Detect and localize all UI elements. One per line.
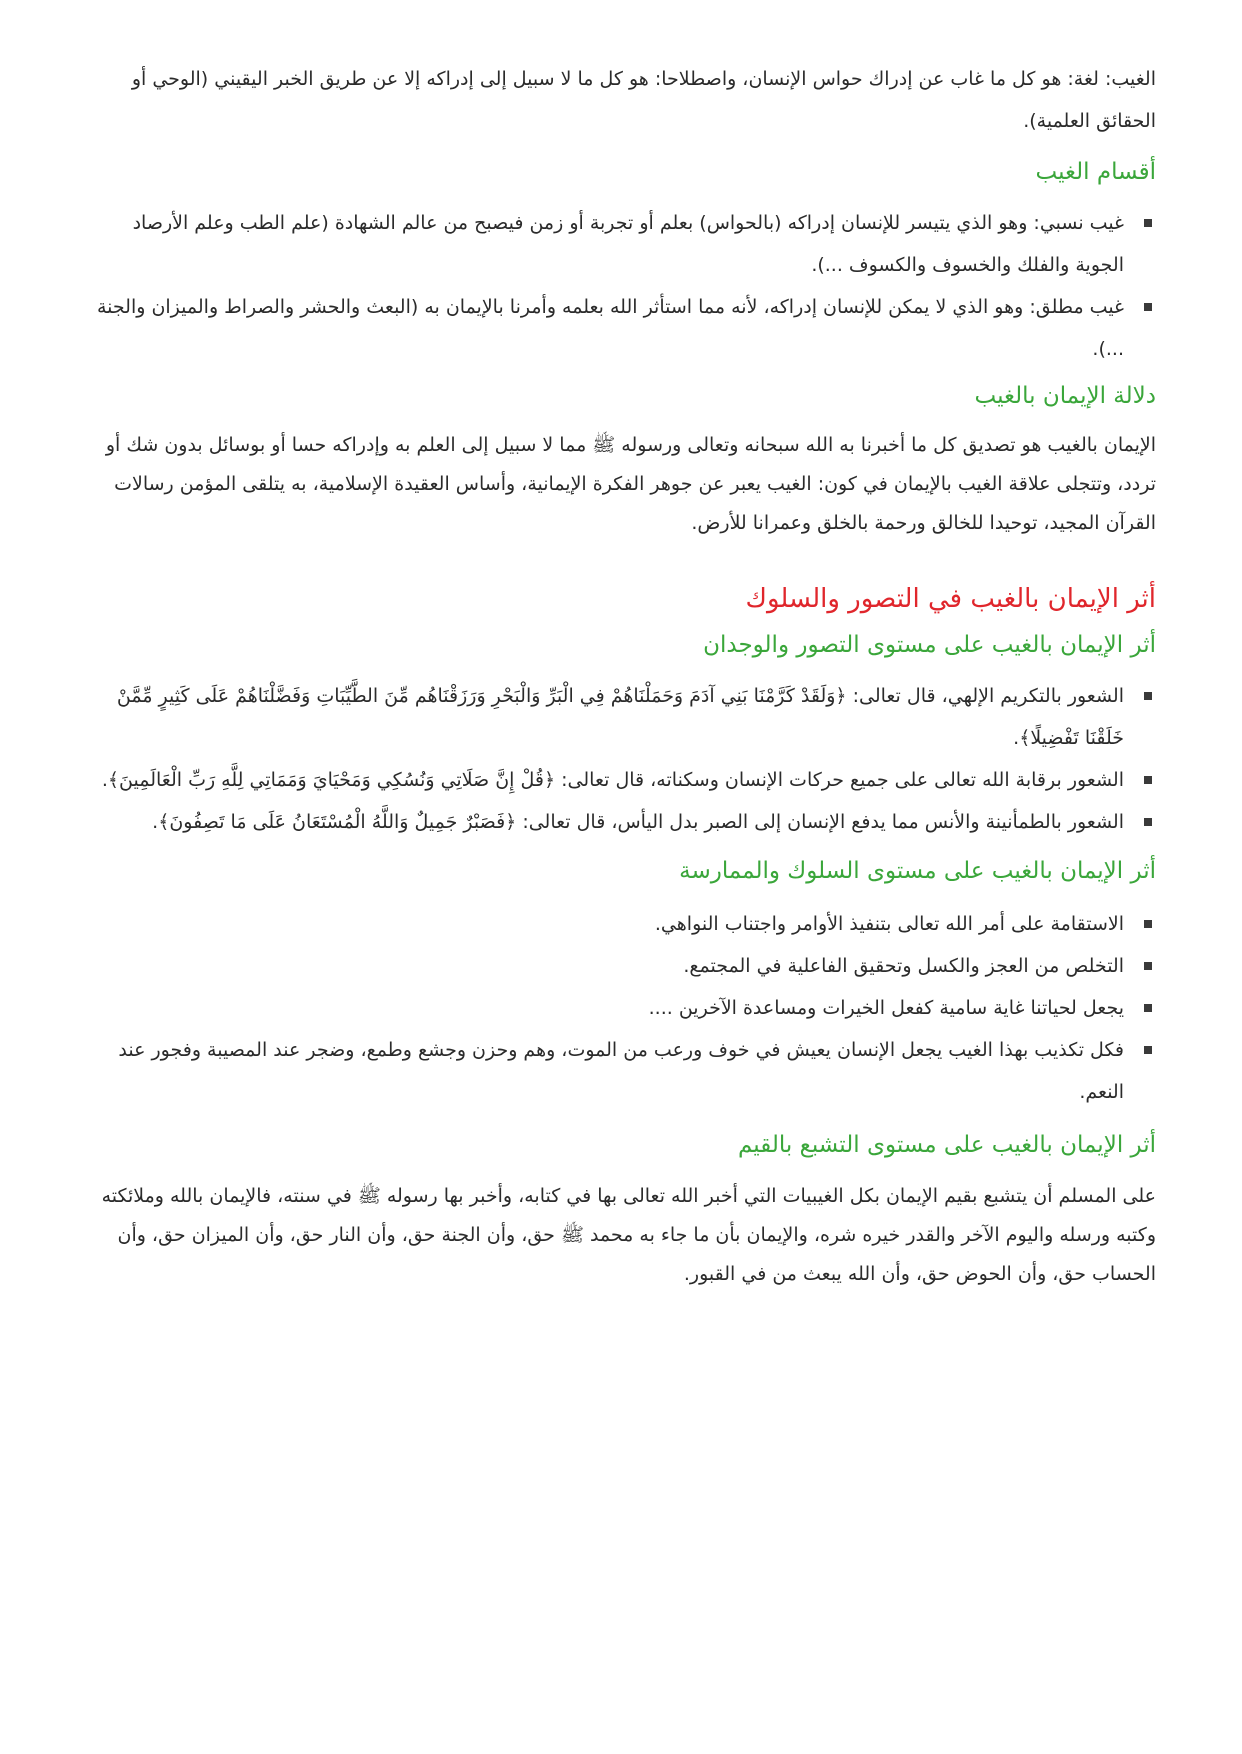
list-item: الشعور برقابة الله تعالى على جميع حركات الإنسان وسكناته، قال تعالى: ﴿قُلْ إِنَّ صَلَاتِي وَنُسُكِي وَمَحْيَايَ وَمَمَاتِي لِلَّهِ رَبِّ الْعَالَمِينَ﴾. xyxy=(92,759,1156,801)
square-bullet-icon xyxy=(1144,692,1152,700)
list-item: فكل تكذيب بهذا الغيب يجعل الإنسان يعيش في خوف ورعب من الموت، وهم وحزن وجشع وطمع، وضجر عند المصيبة وفجور عند النعم. xyxy=(92,1029,1156,1113)
list-item: يجعل لحياتنا غاية سامية كفعل الخيرات ومساعدة الآخرين .... xyxy=(92,987,1156,1029)
square-bullet-icon xyxy=(1144,920,1152,928)
list-item: غيب نسبي: وهو الذي يتيسر للإنسان إدراكه (بالحواس) بعلم أو تجربة أو زمن فيصبح من عالم الشهادة (علم الطب وعلم الأرصاد الجوية والفلك والخسوف والكسوف ...). xyxy=(92,202,1156,286)
types-heading: أقسام الغيب xyxy=(1035,159,1156,185)
meaning-heading: دلالة الإيمان بالغيب xyxy=(974,383,1156,409)
square-bullet-icon xyxy=(1144,1004,1152,1012)
document-page xyxy=(92,58,1156,1294)
list-item: التخلص من العجز والكسل وتحقيق الفاعلية في المجتمع. xyxy=(92,945,1156,987)
square-bullet-icon xyxy=(1144,776,1152,784)
list-item: الشعور بالطمأنينة والأنس مما يدفع الإنسان إلى الصبر بدل اليأس، قال تعالى: ﴿فَصَبْرٌ جَمِيلٌ وَاللَّهُ الْمُسْتَعَانُ عَلَى مَا تَصِفُونَ﴾. xyxy=(92,801,1156,843)
perception-list xyxy=(92,675,1156,843)
square-bullet-icon xyxy=(1144,962,1152,970)
square-bullet-icon xyxy=(1144,818,1152,826)
values-heading: أثر الإيمان بالغيب على مستوى التشبع بالقيم xyxy=(738,1132,1156,1158)
list-item: الشعور بالتكريم الإلهي، قال تعالى: ﴿وَلَقَدْ كَرَّمْنَا بَنِي آدَمَ وَحَمَلْنَاهُمْ فِي الْبَرِّ وَالْبَحْرِ وَرَزَقْنَاهُم مِّنَ الطَّيِّبَاتِ وَفَضَّلْنَاهُمْ عَلَى كَثِيرٍ مِّمَّنْ خَلَقْنَا تَفْضِيلًا﴾. xyxy=(92,675,1156,759)
values-text: على المسلم أن يتشبع بقيم الإيمان بكل الغيبيات التي أخبر الله تعالى بها في كتابه، وأخبر بها رسوله ﷺ في سنته، فالإيمان بالله وملائكته وكتبه ورسله واليوم الآخر والقدر خيره شره، والإيمان بأن ما جاء به محمد ﷺ حق، وأن الجنة حق، وأن النار حق، وأن الميزان حق، وأن الحساب حق، وأن الحوض حق، وأن الله يبعث من في القبور. xyxy=(101,1185,1156,1285)
perception-heading: أثر الإيمان بالغيب على مستوى التصور والوجدان xyxy=(703,632,1156,658)
effects-title: أثر الإيمان بالغيب في التصور والسلوك xyxy=(745,584,1156,614)
list-item: غيب مطلق: وهو الذي لا يمكن للإنسان إدراكه، لأنه مما استأثر الله بعلمه وأمرنا بالإيمان به (البعث والحشر والصراط والميزان والجنة ...). xyxy=(92,286,1156,370)
types-list xyxy=(92,202,1156,370)
behavior-heading: أثر الإيمان بالغيب على مستوى السلوك والممارسة xyxy=(679,858,1156,884)
ghayb-definition: الغيب: لغة: هو كل ما غاب عن إدراك حواس الإنسان، واصطلاحا: هو كل ما لا سبيل إلى إدراكه إلا عن طريق الخبر اليقيني (الوحي أو الحقائق العلمية). xyxy=(131,68,1156,132)
list-item: الاستقامة على أمر الله تعالى بتنفيذ الأوامر واجتناب النواهي. xyxy=(92,903,1156,945)
square-bullet-icon xyxy=(1144,219,1152,227)
square-bullet-icon xyxy=(1144,303,1152,311)
behavior-list xyxy=(92,903,1156,1113)
square-bullet-icon xyxy=(1144,1046,1152,1054)
meaning-text: الإيمان بالغيب هو تصديق كل ما أخبرنا به الله سبحانه وتعالى ورسوله ﷺ مما لا سبيل إلى العلم به وإدراكه حسا أو بوسائل بدون شك أو تردد، وتتجلى علاقة الغيب بالإيمان في كون: الغيب يعبر عن جوهر الفكرة الإيمانية، وأساس العقيدة الإسلامية، به يتلقى المؤمن رسالات القرآن المجيد، توحيدا للخالق ورحمة بالخلق وعمرانا للأرض. xyxy=(105,434,1156,534)
